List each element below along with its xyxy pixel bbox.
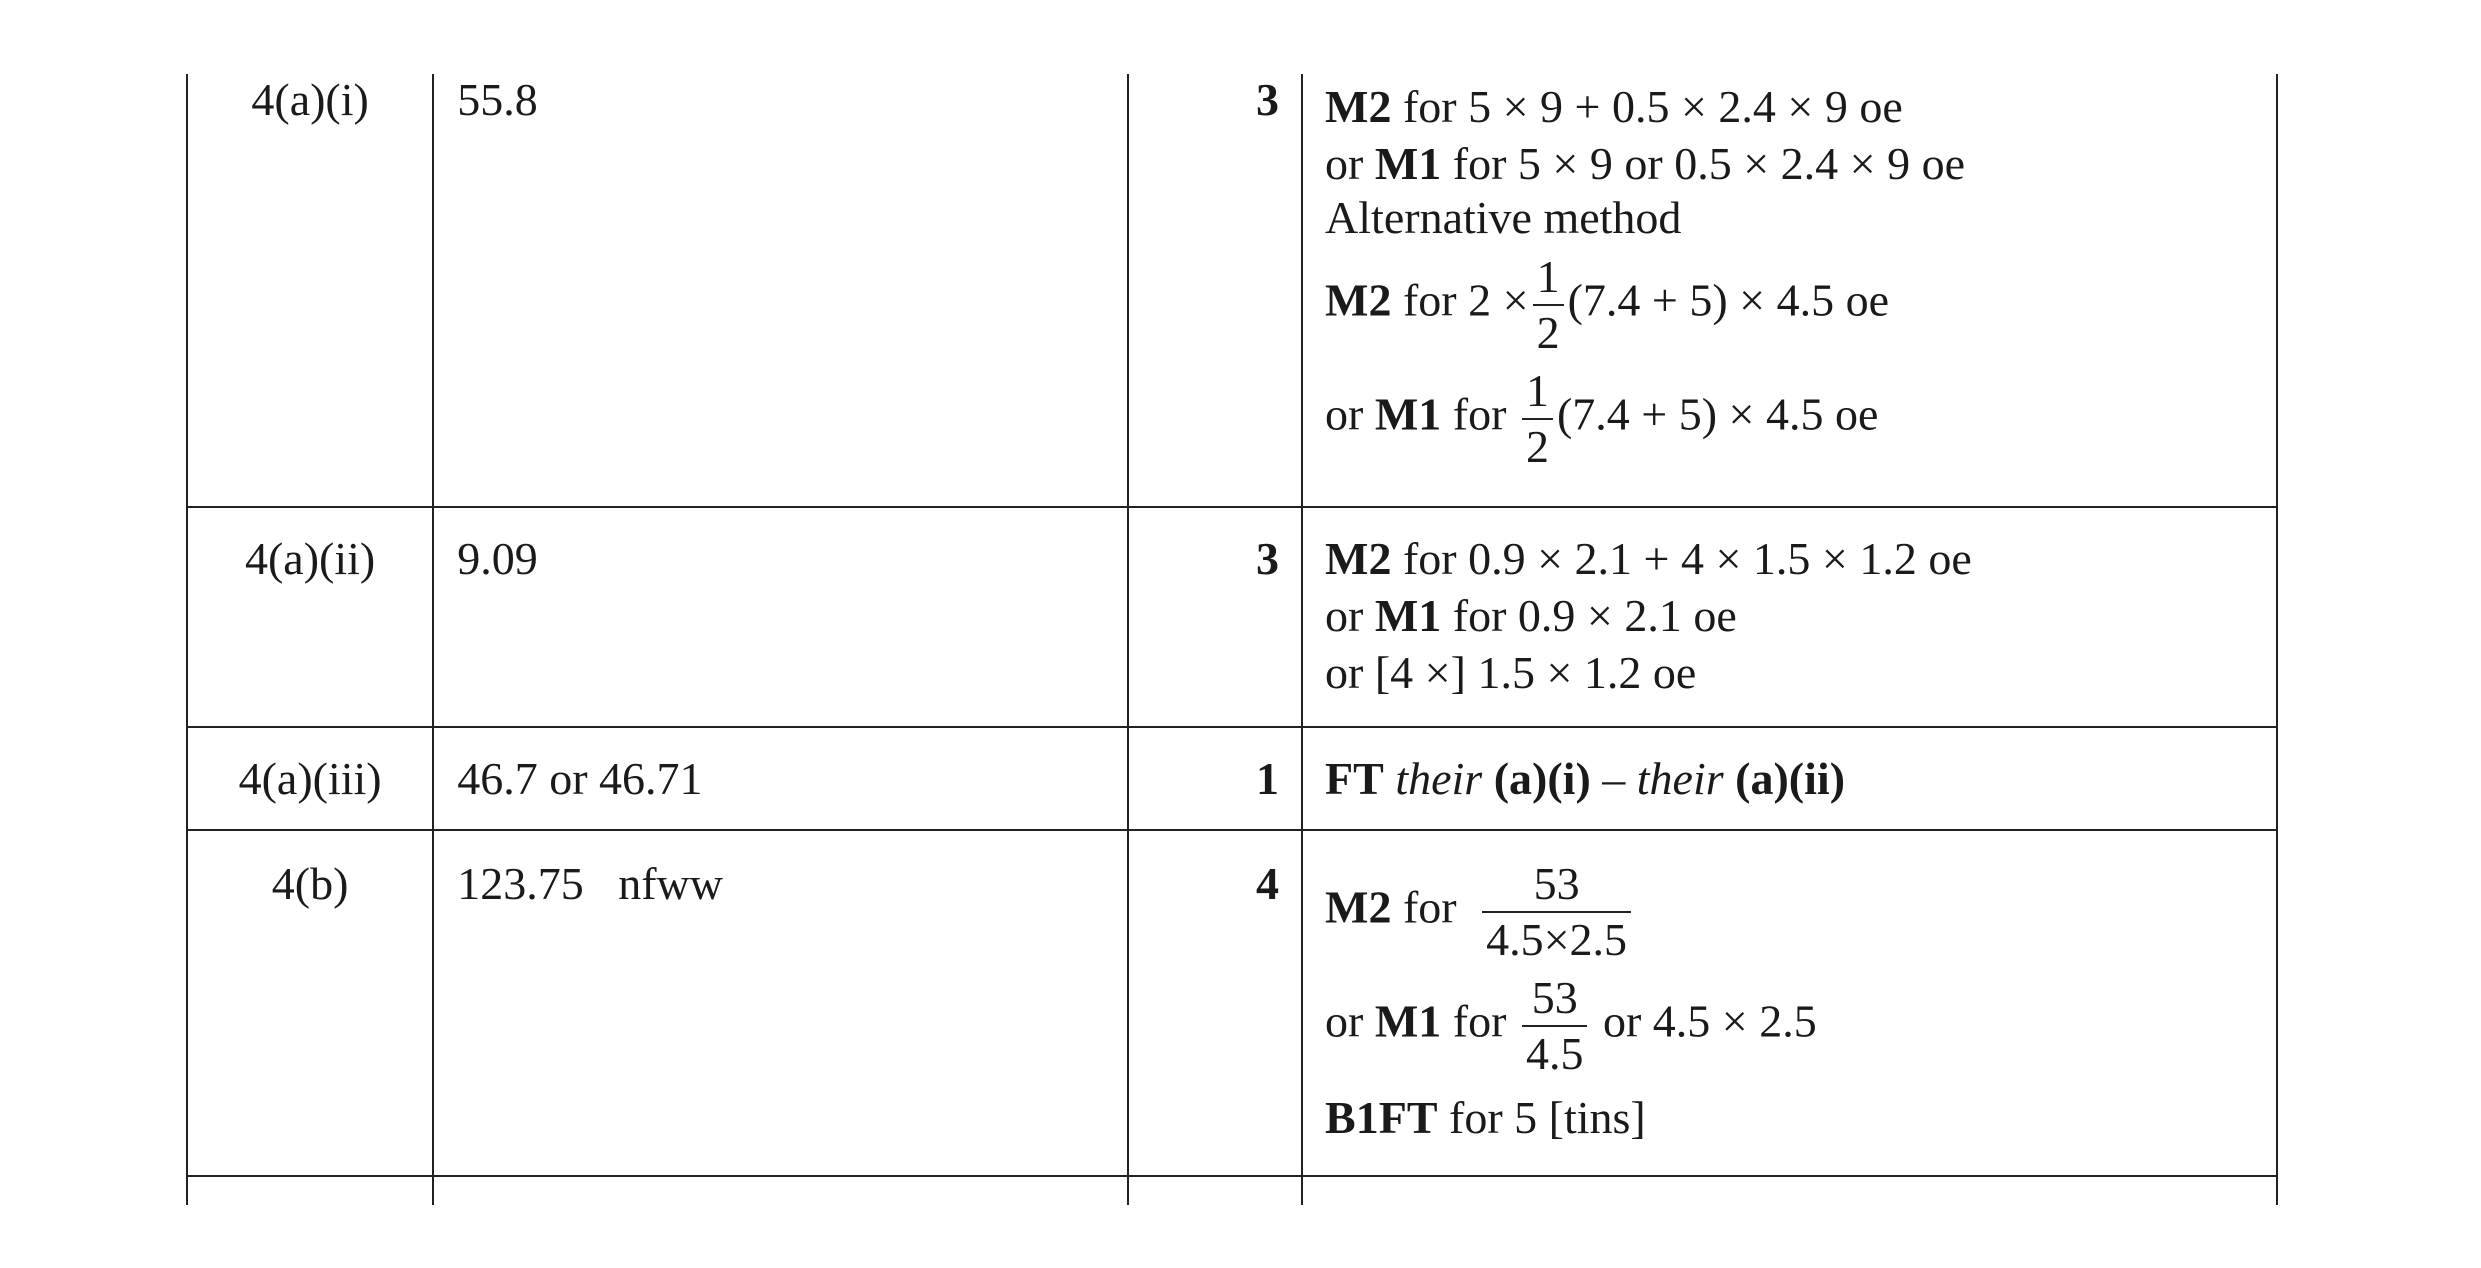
guidance-text: for 5 [tins] [1437,1092,1646,1143]
mark-code: FT [1325,753,1384,804]
mark-code: M1 [1374,388,1442,440]
guidance-text: for 2 × [1391,274,1529,326]
table-row [187,74,2277,507]
question-cell [187,507,433,727]
fraction-numerator: 1 [1533,254,1564,306]
guidance-cell [1302,507,2277,727]
guidance-text: their [1636,753,1724,804]
fraction-numerator: 53 [1522,975,1588,1027]
mark-code: M2 [1325,81,1392,132]
guidance-line [1325,78,2276,135]
table-row [187,1176,2277,1205]
guidance-text: for 0.9 × 2.1 oe [1441,590,1737,641]
guidance-cell [1302,74,2277,507]
answer-cell [433,830,1128,1176]
answer-cell [433,1176,1128,1205]
guidance-text: Alternative method [1325,192,1682,243]
guidance-line [1325,251,2276,358]
guidance-text: (7.4 + 5) × 4.5 oe [1556,388,1879,440]
table-row [187,830,2277,1176]
mark-scheme-table [186,74,2278,1205]
mark-code: M1 [1374,138,1442,189]
guidance-cell [1302,830,2277,1176]
fraction-denominator: 2 [1536,307,1560,358]
fraction-denominator: 2 [1525,421,1549,472]
marks-cell [1128,1176,1302,1205]
answer-cell [433,727,1128,830]
question-cell [187,74,433,507]
fraction-denominator: 4.5×2.5 [1486,914,1628,965]
guidance-text: (7.4 + 5) × 4.5 oe [1567,274,1890,326]
guidance-line [1325,644,2276,701]
guidance-text: or [1325,138,1375,189]
answer-cell [433,507,1128,727]
guidance-text: for 5 × 9 or 0.5 × 2.4 × 9 oe [1441,138,1965,189]
guidance-line [1303,728,2276,802]
question-number: 4(a)(ii) [244,533,376,584]
answer-value: 9.09 [457,533,538,584]
guidance-line [1325,858,2276,965]
fraction [1533,251,1564,358]
guidance-line [1325,530,2276,587]
guidance-text: for [1441,995,1507,1047]
marks-value: 3 [1256,533,1280,584]
guidance-text: for [1391,881,1457,933]
answer-cell [433,74,1128,507]
fraction-numerator: 53 [1482,861,1631,913]
question-number: 4(a)(i) [251,74,369,125]
guidance-text: or [1325,590,1375,641]
guidance-line [1325,1089,2276,1146]
guidance-line [1325,972,2276,1079]
guidance-line [1325,365,2276,472]
marks-cell [1128,507,1302,727]
table-row [187,507,2277,727]
guidance-text: for [1441,388,1518,440]
guidance-text: – [1602,753,1626,804]
fraction [1522,972,1588,1079]
guidance-text: for 5 × 9 + 0.5 × 2.4 × 9 oe [1391,81,1903,132]
guidance-text: or [4 ×] 1.5 × 1.2 oe [1325,647,1697,698]
question-cell [187,727,433,830]
guidance-text: or [1325,388,1375,440]
guidance-line [1325,135,2276,192]
guidance-text: for 0.9 × 2.1 + 4 × 1.5 × 1.2 oe [1391,533,1972,584]
fraction [1522,365,1553,472]
marks-value: 4 [1256,858,1280,909]
answer-value: 123.75 nfww [457,858,723,909]
marks-value: 1 [1256,753,1280,804]
guidance-text: or 4.5 × 2.5 [1602,995,1817,1047]
guidance-text: or [1325,995,1375,1047]
part-reference: (a)(ii) [1735,753,1846,804]
fraction-denominator: 4.5 [1525,1028,1584,1079]
mark-code: B1FT [1325,1092,1438,1143]
fraction [1482,858,1631,965]
question-number: 4(b) [271,858,349,909]
guidance-cell [1302,1176,2277,1205]
guidance-cell [1302,727,2277,830]
fraction-numerator: 1 [1522,368,1553,420]
guidance-line [1325,192,2276,244]
mark-code: M2 [1325,881,1392,933]
marks-cell [1128,74,1302,507]
guidance-text: their [1395,753,1483,804]
marks-cell [1128,727,1302,830]
answer-value: 46.7 or 46.71 [457,753,703,804]
mark-code: M1 [1374,995,1442,1047]
answer-value: 55.8 [457,74,538,125]
marks-value: 3 [1256,74,1280,125]
table-row [187,727,2277,830]
question-cell [187,830,433,1176]
mark-code: M2 [1325,274,1392,326]
marks-cell [1128,830,1302,1176]
question-cell [187,1176,433,1205]
guidance-line [1325,587,2276,644]
question-number: 4(a)(iii) [238,753,382,804]
mark-code: M1 [1374,590,1442,641]
part-reference: (a)(i) [1493,753,1591,804]
mark-code: M2 [1325,533,1392,584]
